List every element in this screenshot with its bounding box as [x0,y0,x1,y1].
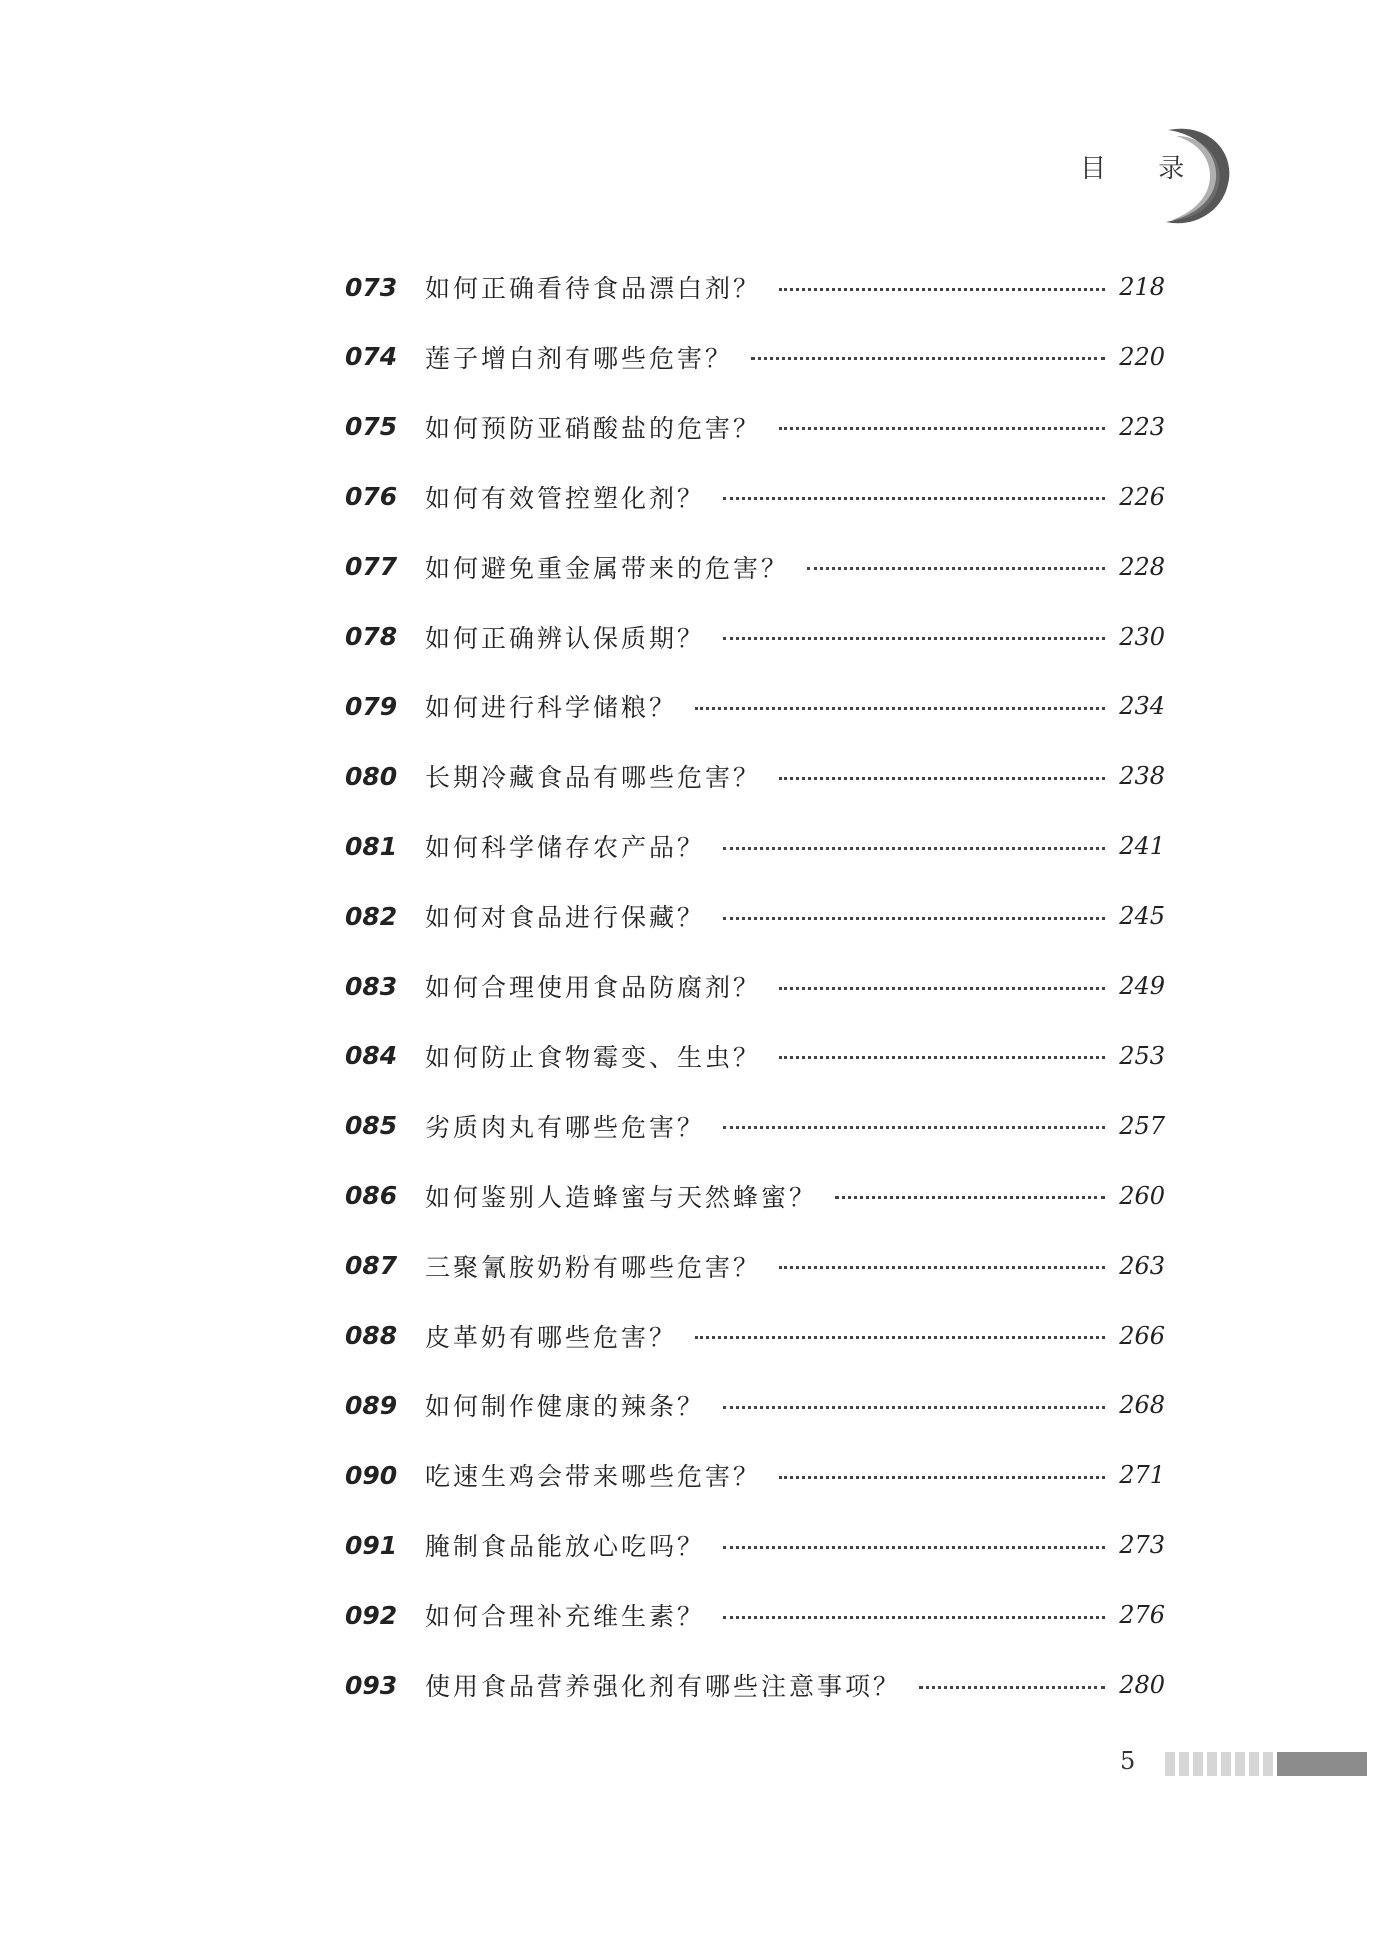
toc-entry-title: 使用食品营养强化剂有哪些注意事项？ [425,1672,902,1701]
toc-entry[interactable] [345,1590,1165,1640]
footer-bar-segment [1165,1752,1175,1776]
toc-leader-dots [779,288,1105,291]
toc-entry-page: 230 [1119,622,1165,651]
toc-entry-title: 莲子增白剂有哪些危害？ [425,343,734,373]
toc-entry-page: 234 [1119,692,1165,721]
footer-bar-segment [1249,1752,1259,1776]
toc-leader-dots [723,847,1105,850]
toc-entry[interactable] [345,1311,1165,1361]
toc-entry[interactable] [345,472,1165,522]
toc-leader-dots [723,1616,1105,1619]
toc-leader-dots [751,357,1105,360]
toc-entry-number: 092 [345,1600,398,1630]
toc-entry[interactable] [345,961,1165,1011]
toc-leader-dots [779,777,1105,780]
toc-entry-page: 228 [1119,552,1165,581]
toc-entry-number: 073 [345,272,398,302]
toc-entry[interactable] [345,1660,1165,1710]
toc-leader-dots [723,1546,1105,1549]
toc-entry[interactable] [345,821,1165,871]
toc-entry-page: 271 [1119,1461,1165,1490]
toc-entry-title: 皮革奶有哪些危害？ [425,1322,678,1352]
toc-entry[interactable] [345,681,1165,731]
toc-entry-page: 257 [1119,1111,1165,1140]
toc-entry-page: 226 [1119,482,1165,511]
toc-entry[interactable] [345,612,1165,662]
toc-entry[interactable] [345,1520,1165,1570]
toc-entry[interactable] [345,332,1165,382]
toc-leader-dots [919,1686,1105,1689]
toc-entry-page: 238 [1119,762,1165,791]
toc-entry[interactable] [345,1241,1165,1291]
toc-entry-number: 089 [345,1390,398,1420]
toc-entry-page: 266 [1119,1321,1165,1350]
toc-entry[interactable] [345,542,1165,592]
toc-entry-title: 如何正确辨认保质期？ [425,623,706,653]
toc-entry-title: 如何有效管控塑化剂？ [425,483,706,513]
toc-leader-dots [723,1126,1105,1129]
toc-entry[interactable] [345,1101,1165,1151]
footer-bar-segment [1193,1752,1203,1776]
toc-entry-title: 如何制作健康的辣条？ [425,1392,706,1422]
toc-leader-dots [723,917,1105,920]
toc-entry-title: 吃速生鸡会带来哪些危害？ [425,1462,762,1492]
toc-leader-dots [779,1266,1105,1269]
toc-entry-title: 三聚氰胺奶粉有哪些危害？ [425,1252,762,1282]
toc-entry-title: 劣质肉丸有哪些危害？ [425,1112,706,1142]
toc-entry-number: 076 [345,482,398,512]
toc-entry-number: 088 [345,1321,398,1350]
toc-entry-number: 091 [345,1530,398,1560]
toc-leader-dots [695,1336,1105,1339]
toc-entry[interactable] [345,1380,1165,1430]
toc-entry-title: 如何正确看待食品漂白剂？ [425,274,762,303]
toc-entry-page: 241 [1119,832,1165,861]
toc-entry-number: 086 [345,1181,398,1211]
toc-entry-page: 273 [1119,1531,1165,1560]
toc-leader-dots [695,707,1105,710]
toc-entry-number: 087 [345,1251,398,1281]
toc-leader-dots [779,427,1105,430]
page-title: 目 录 [1080,154,1207,184]
toc-entry[interactable] [345,1450,1165,1500]
toc-entry-number: 075 [345,412,398,442]
toc-entry-page: 220 [1119,342,1165,371]
footer-bar-segment [1179,1752,1189,1776]
toc-leader-dots [723,497,1105,500]
toc-entry-title: 如何避免重金属带来的危害？ [425,553,790,583]
toc-entry[interactable] [345,1171,1165,1221]
toc-entry-number: 078 [345,622,398,651]
page-number: 5 [1120,1747,1136,1775]
toc-leader-dots [723,1406,1105,1409]
toc-entry-page: 249 [1119,972,1165,1000]
toc-leader-dots [835,1196,1105,1199]
toc-entry-number: 082 [345,901,398,931]
toc-entry-page: 280 [1119,1671,1165,1699]
page-header [1080,140,1207,200]
toc-entry-title: 如何鉴别人造蜂蜜与天然蜂蜜？ [425,1182,818,1212]
toc-entry-number: 074 [345,342,398,372]
toc-leader-dots [723,637,1105,640]
toc-entry-title: 如何合理使用食品防腐剂？ [425,973,762,1002]
toc-entry-title: 如何防止食物霉变、生虫？ [425,1042,762,1072]
footer-bar-decoration [1165,1752,1367,1776]
toc-entry-number: 079 [345,691,398,721]
toc-entry-number: 083 [345,971,398,1001]
toc-entry[interactable] [345,891,1165,941]
toc-entry-number: 080 [345,761,398,791]
toc-entry-number: 085 [345,1111,398,1141]
toc-entry-page: 268 [1119,1391,1165,1420]
footer-bar-segment [1263,1752,1273,1776]
toc-leader-dots [779,1056,1105,1059]
toc-entry-number: 084 [345,1041,398,1071]
toc-entry-title: 如何科学储存农产品？ [425,833,706,863]
toc-entry-title: 如何进行科学储粮？ [425,693,678,723]
toc-entry-page: 253 [1119,1041,1165,1070]
toc-entry[interactable] [345,1031,1165,1081]
toc-entry-page: 223 [1119,412,1165,441]
footer-bar-block [1277,1752,1367,1776]
toc-entry-title: 如何对食品进行保藏？ [425,903,706,933]
toc-entry-number: 077 [345,552,398,582]
footer-bar-segment [1235,1752,1245,1776]
toc-entry[interactable] [345,751,1165,801]
toc-entry-title: 如何预防亚硝酸盐的危害？ [425,413,762,443]
toc-entry-page: 245 [1119,902,1165,931]
toc-entry-page: 260 [1119,1181,1165,1210]
toc-entry-title: 如何合理补充维生素？ [425,1602,706,1632]
toc-entry-page: 263 [1119,1251,1165,1280]
toc-entry[interactable] [345,262,1165,312]
toc-entry-page: 276 [1119,1601,1165,1630]
toc-entry-number: 090 [345,1460,398,1490]
toc-entry-number: 093 [345,1670,398,1700]
toc-entry-page: 218 [1119,273,1165,301]
toc-entry-title: 腌制食品能放心吃吗？ [425,1532,706,1562]
toc-entry-number: 081 [345,831,398,861]
toc-entry[interactable] [345,402,1165,452]
toc-entry-title: 长期冷藏食品有哪些危害？ [425,763,762,793]
footer-bar-segment [1207,1752,1217,1776]
toc-leader-dots [779,1476,1105,1479]
toc-leader-dots [807,567,1105,570]
footer-bar-segment [1221,1752,1231,1776]
toc-leader-dots [779,987,1105,990]
